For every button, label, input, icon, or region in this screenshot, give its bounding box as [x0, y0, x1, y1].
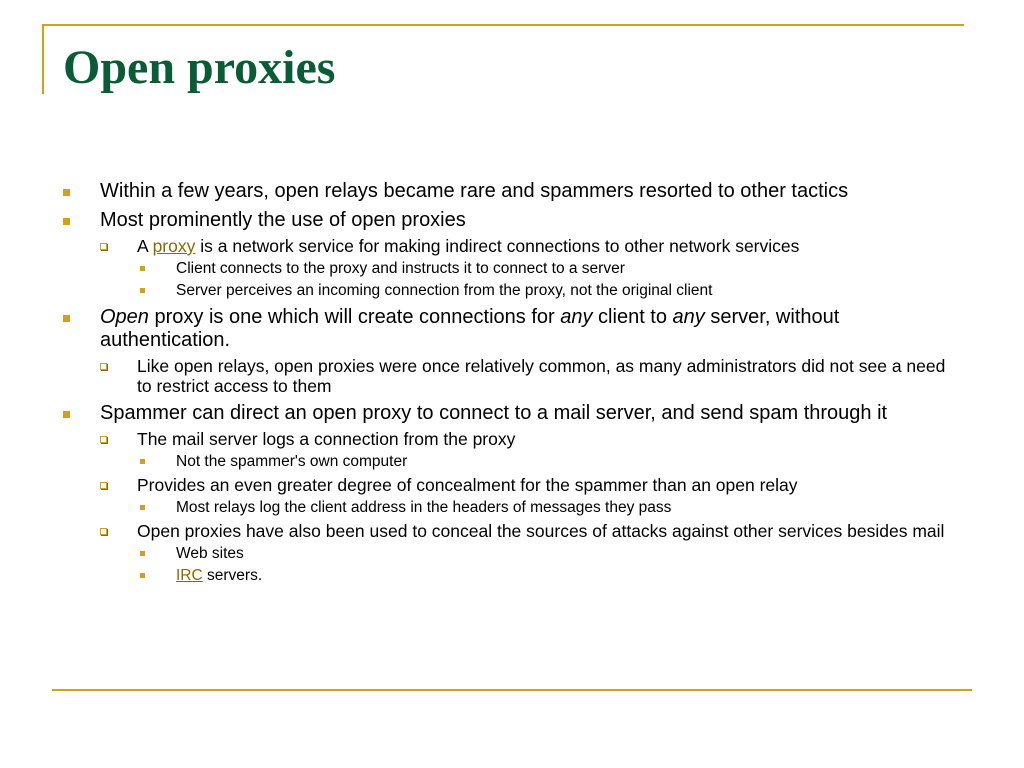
square-bullet-icon [140, 288, 145, 293]
square-bullet-icon [140, 551, 145, 556]
bullet-text: Not the spammer's own computer [176, 453, 408, 470]
sub-sub-bullet-relays-log [62, 498, 962, 517]
sub-sub-bullet-client-connects [62, 259, 962, 278]
hollow-square-bullet-icon [100, 528, 107, 535]
bullet-text: Most relays log the client address in the headers of messages they pass [176, 499, 672, 516]
sub-sub-bullet-web-sites [62, 544, 962, 563]
bullet-text-part: client to [592, 306, 673, 328]
square-bullet-icon [140, 266, 145, 271]
sub-bullet-greater-concealment [62, 475, 962, 495]
emphasis-any: any [672, 306, 705, 328]
square-bullet-icon [63, 189, 70, 196]
bullet-open-relays-rare [62, 180, 962, 203]
square-bullet-icon [140, 573, 145, 578]
sub-bullet-mail-server-logs [62, 429, 962, 449]
bullet-text: The mail server logs a connection from the proxy [137, 429, 516, 449]
sub-sub-bullet-not-spammer [62, 452, 962, 471]
bullet-text: Web sites [176, 545, 244, 562]
hollow-square-bullet-icon [100, 243, 107, 250]
bullet-text: Server perceives an incoming connection from the proxy, not the original client [176, 282, 713, 299]
bullet-text: Like open relays, open proxies were once relatively common, as many administrators did not see a need to restrict access to them [137, 356, 946, 396]
bullet-text-suffix: is a network service for making indirect connections to other network services [195, 236, 800, 256]
square-bullet-icon [63, 218, 70, 225]
proxy-link[interactable]: proxy [152, 236, 196, 256]
top-accent-line [42, 24, 964, 26]
left-accent-line [42, 24, 44, 94]
square-bullet-icon [140, 505, 145, 510]
bullet-open-proxy-definition [62, 306, 962, 352]
square-bullet-icon [63, 315, 70, 322]
bullet-text: Client connects to the proxy and instructs it to connect to a server [176, 260, 625, 277]
sub-bullet-once-common [62, 356, 962, 396]
sub-sub-bullet-server-perceives [62, 281, 962, 300]
hollow-square-bullet-icon [100, 436, 107, 443]
bullet-text-suffix: servers. [202, 567, 263, 584]
irc-link[interactable]: IRC [176, 567, 203, 584]
bullet-text: Provides an even greater degree of concealment for the spammer than an open relay [137, 475, 798, 495]
bullet-text-part: proxy is one which will create connections for [148, 306, 561, 328]
sub-sub-bullet-irc-servers [62, 566, 962, 585]
bullet-text-prefix: A [137, 236, 153, 256]
emphasis-open: Open [100, 306, 149, 328]
bullet-spammer-direct-proxy [62, 402, 962, 425]
bullet-use-of-open-proxies [62, 209, 962, 232]
sub-bullet-conceal-attacks [62, 521, 962, 541]
square-bullet-icon [140, 459, 145, 464]
hollow-square-bullet-icon [100, 482, 107, 489]
bullet-text: Within a few years, open relays became rare and spammers resorted to other tactics [100, 180, 849, 202]
bottom-accent-line [52, 689, 972, 691]
square-bullet-icon [63, 411, 70, 418]
slide-title: Open proxies [63, 41, 336, 94]
bullet-text: Spammer can direct an open proxy to connect to a mail server, and send spam through it [100, 402, 888, 424]
bullet-text: Most prominently the use of open proxies [100, 209, 466, 231]
emphasis-any: any [560, 306, 593, 328]
sub-bullet-proxy-definition [62, 236, 962, 256]
bullet-text-part: server, without authentication. [100, 306, 840, 351]
hollow-square-bullet-icon [100, 363, 107, 370]
slide-content [62, 180, 962, 585]
bullet-text: Open proxies have also been used to conceal the sources of attacks against other services besides mail [137, 521, 945, 541]
